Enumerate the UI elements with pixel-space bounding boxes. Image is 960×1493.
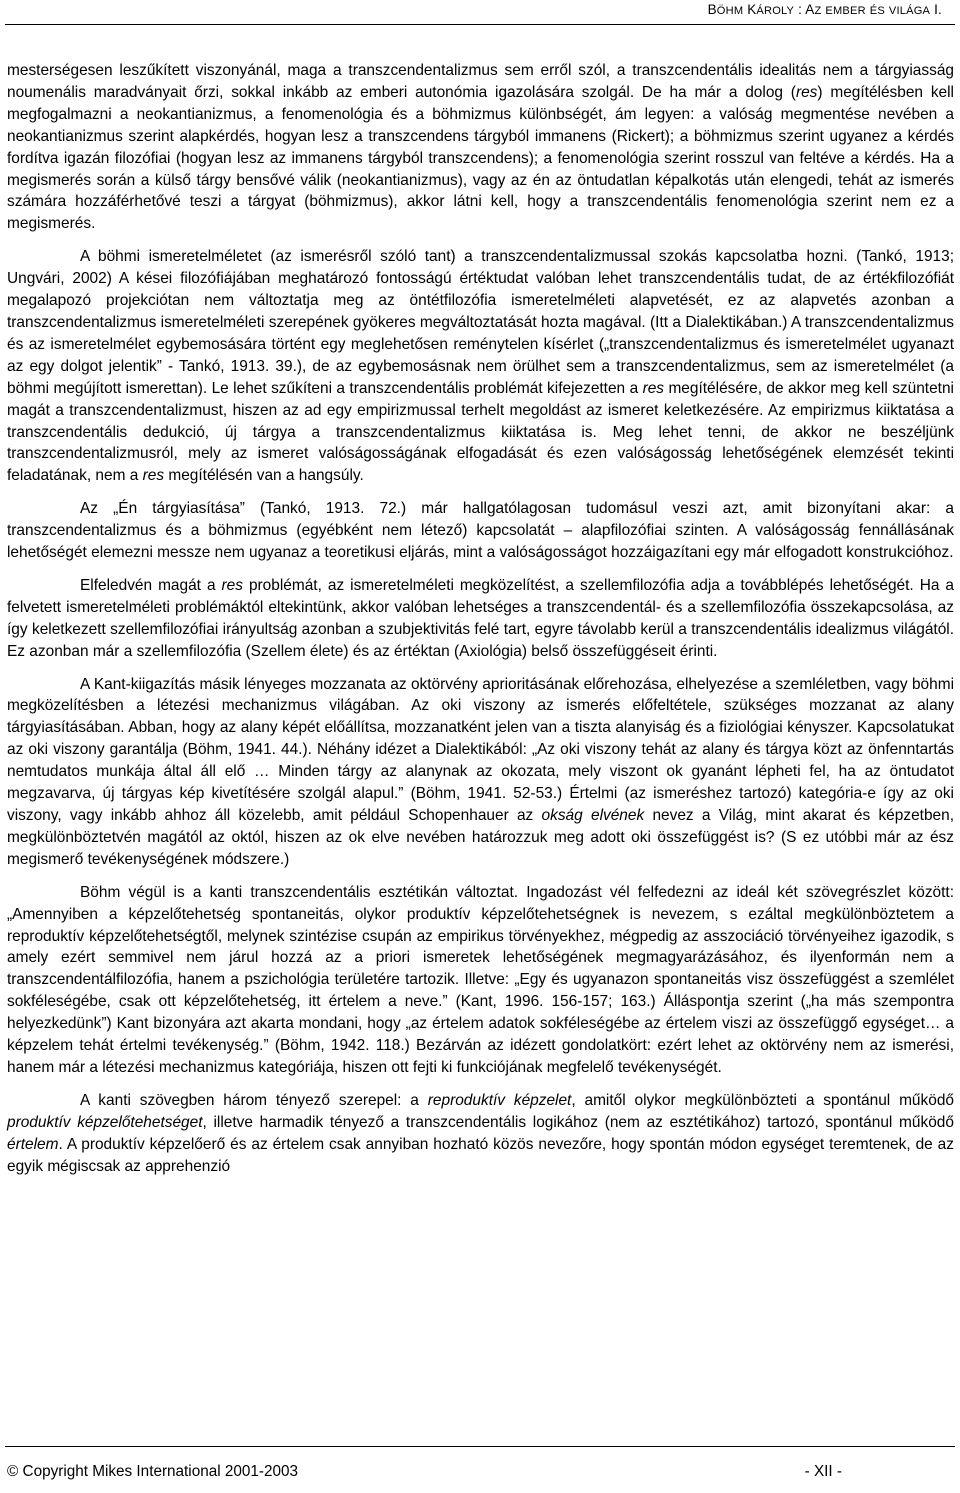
paragraph — [7, 246, 954, 487]
italic-run: res — [221, 576, 243, 594]
text-run: mesterségesen leszűkített viszonyánál, maga a transzcendentalizmus sem erről szól, a transzcendentális idealitás nem a tárgyiasság noumenális maradványait őrzi, sokkal inkább az emberi autonómia igazolására szolgál. De ha már a dolog ( — [7, 62, 954, 101]
text-run: , illetve harmadik tényező a transzcendentális logikához (nem az esztétikához) tartozó, spontánul működő — [202, 1113, 954, 1131]
italic-run: reproduktív képzelet — [427, 1091, 572, 1109]
italic-run: produktív képzelőtehetséget — [7, 1113, 203, 1131]
text-run: Elfeledvén magát a — [80, 576, 222, 594]
italic-run: res — [642, 379, 665, 397]
text-run: megítélésére, de akkor meg kell szüntetni magát a transzcendentalizmust, hiszen az ad egy empirizmussal terhelt megoldást az ismeret keletkezésére. Az empirizmus kiiktatása a transzcendentális dedukció, új tárgya a transzcendentalizmus kiiktatása is. Meg lehet tenni, de akkor ne beszéljünk transzcendentalizmusról, mely az ismeret valóságosságának elfogadását és ezen valóságosság lehetőségének elemzését tekinti feladatának, nem a — [7, 379, 954, 485]
running-header — [708, 2, 942, 17]
paragraph — [7, 674, 954, 871]
italic-run: res — [142, 467, 165, 485]
italic-run: értelem — [7, 1135, 59, 1153]
text-run: A Kant-kiigazítás másik lényeges mozzanata az oktörvény aprioritásának előrehozása, elhelyezése a szemléletben, vagy böhmi megközelítésben a létezési mechanizmus világában. Az oki viszony az ismerés előfeltétele, szükséges mozzanat az alany tárgyiasításában. Abban, hogy az alany képét előállítsa, mozzanatként jelen van a tiszta alanyiság és a fiziológiai kényszer. Kapcsolatukat az oki viszony garantálja (Böhm, 1941. 44.). Néhány idézet a Dialektikából: „Az oki viszony tehát az alany és tárgya közt az önfenntartás nemtudatos munkája által áll elő … Minden tárgy az alanynak az okozata, mely viszont ok gyanánt lépheti fel, ha az öntudatot megzavarva, új tárgyas kép kivetítésére szolgál alapul.” (Böhm, 1941. 52-53.) Értelmi (az ismeréshez tartozó) kategória-e így az oki viszony, vagy inkább ahhoz áll közelebb, amit például Schopenhauer az — [7, 675, 954, 824]
header-title: BÖHM KÁROLY : AZ EMBER ÉS VILÁGA I. — [707, 2, 942, 17]
italic-run: res — [795, 83, 818, 101]
footer-copyright: © Copyright Mikes International 2001-2003 — [7, 1463, 299, 1480]
page-number: - XII - — [804, 1463, 842, 1480]
paragraph — [7, 498, 954, 564]
paragraph — [7, 882, 954, 1079]
text-run: ) megítélésben kell megfogalmazni a neokantianizmus, a fenomenológia és a böhmizmus különbségét, ám legyen: a valóság megmentése nevében a neokantianizmus szerint alapkérdés, hogyan lesz a transzcendens tárgyból immanens (Rickert); a böhmizmus szerint ugyanez a kérdés fordítva igazán filozófiai (hogyan lesz az immanens tárgyból transzcendens); a fenomenológia szerint rosszul van feltéve a kérdés. Ha a megismerés során a külső tárgy bensővé válik (neokantianizmus), vagy az én az öntudatlan képalkotás után elengedi, tehát az ismerés számára hozzáférhetővé teszi a tárgyat (böhmizmus), akkor látni kell, hogy a transzcendentális fenomenológia szerint nem ez a megismerés. — [7, 83, 954, 233]
italic-run: okság elvének — [541, 807, 645, 824]
paragraph — [7, 60, 954, 235]
header-rule — [5, 24, 955, 25]
paragraph — [7, 1090, 954, 1178]
text-run: megítélésén van a hangsúly. — [164, 467, 364, 485]
text-run: problémát, az ismeretelméleti megközelítést, a szellemfilozófia adja a továbblépés lehetőségét. Ha a felvetett ismeretelméleti problémáktól eltekintünk, akkor valóban lehetséges a transzcendentál- és a szellemfilozófia összekapcsolása, az így keletkezett szellemfilozófiai irányultság azonban a szubjektivitás felé tart, egyre távolabb kerül a transzcendentális idealizmus világától. Ez azonban már a szellemfilozófia (Szellem élete) és az értéktan (Axiológia) belső összefüggéseit érinti. — [7, 576, 954, 660]
text-run: A böhmi ismeretelméletet (az ismerésről szóló tant) a transzcendentalizmussal szokás kapcsolatba hozni. (Tankó, 1913; Ungvári, 2002) A kései filozófiájában meghatározó fontosságú értéktudat valóban lehet transzcendentális tudat, de az értékfilozófiát megalapozó projekciótan nem változtatja meg az öntétfilozófia ismeretelméleti alapvetését, ez az alapvetés azonban a transzcendentalizmus ismeretelméleti szerepének gyökeres megváltoztatását hozta magával. (Itt a Dialektikában.) A transzcendentalizmus és az ismeretelmélet egybemosására történt egy meglehetősen reménytelen kísérlet („transzcendentalizmus és ismeretelmélet ugyanazt az egy dolgot jelentik” - Tankó, 1913. 39.), de az egybemosásnak nem örülhet sem a transzcendentalizmus, sem az ismeretelmélet (a böhmi megújított ismerettan). Le lehet szűkíteni a transzcendentális problémát kifejezetten a — [7, 248, 954, 397]
text-run: nevez a Világ, mint akarat és képzetben, megkülönböztetvén magától az októl, hiszen az ok elve nevében határozzuk meg adott oki összefüggést is? (S ez utóbbi már az ész megismerő tevékenységének módszere.) — [7, 807, 954, 868]
footer-rule — [5, 1446, 955, 1447]
paragraph — [7, 575, 954, 663]
text-run: A kanti szövegben három tényező szerepel: a — [80, 1091, 428, 1109]
text-run: Böhm végül is a kanti transzcendentális esztétikán változtat. Ingadozást vél felfedezni az ideál két szövegrészlet között: „Amennyiben a képzelőtehetség spontaneitás, olykor produktív képzelőtehetségnek is nevezem, s ezáltal megkülönböztetem a reproduktív képzelőtehetségtől, melynek szintézise csupán az empirikus törvényekhez, mégpedig az asszociáció törvényeihez igazodik, s amely ezért semmivel nem járul hozzá az a priori ismeretek lehetőségének megmagyarázásához, és ilyenformán nem a transzcendentálfilozófia, hanem a pszichológia területére tartozik. Illetve: „Egy és ugyanazon spontaneitás visz összefüggést a szemlélet sokféleségébe, csak ott képzelőtehetség, itt értelem a neve.” (Kant, 1996. 156-157; 163.) Álláspontja szerint („ha más szempontra helyezkedünk”) Kant bizonyára azt akarta mondani, hogy „az értelem adatok sokféleségébe az értelem viszi az összefüggő egységet… a képzelem tehát értelmi tevékenység.” (Böhm, 1942. 118.) Bezárván az idézett gondolatkört: ezért lehet az oktörvény nem az ismerési, hanem már a létezési mechanizmus kategóriája, hiszen ott fejti ki funkciójának megfelelő tevékenységét. — [7, 883, 954, 1076]
document-body — [7, 60, 954, 1178]
text-run: , amitől olykor megkülönbözteti a spontánul működő — [571, 1091, 954, 1109]
text-run: . A produktív képzelőerő és az értelem csak annyiban hozható közös nevezőre, hogy spontán módon egységet teremtenek, de az egyik mégiscsak az apprehenzió — [7, 1135, 954, 1175]
text-run: Az „Én tárgyiasítása” (Tankó, 1913. 72.) már hallgatólagosan tudomásul veszi azt, amit bizonyítani akar: a transzcendentalizmus és a böhmizmus (egyébként nem létező) kapcsolatát – alapfilozófiai szinten. A valóságosság fennállásának lehetőségét elemezni messze nem ugyanaz a teoretikusi eljárás, mint a valóságosságot hozzáigazítani egy már elfogadott konstrukcióhoz. — [7, 500, 954, 562]
